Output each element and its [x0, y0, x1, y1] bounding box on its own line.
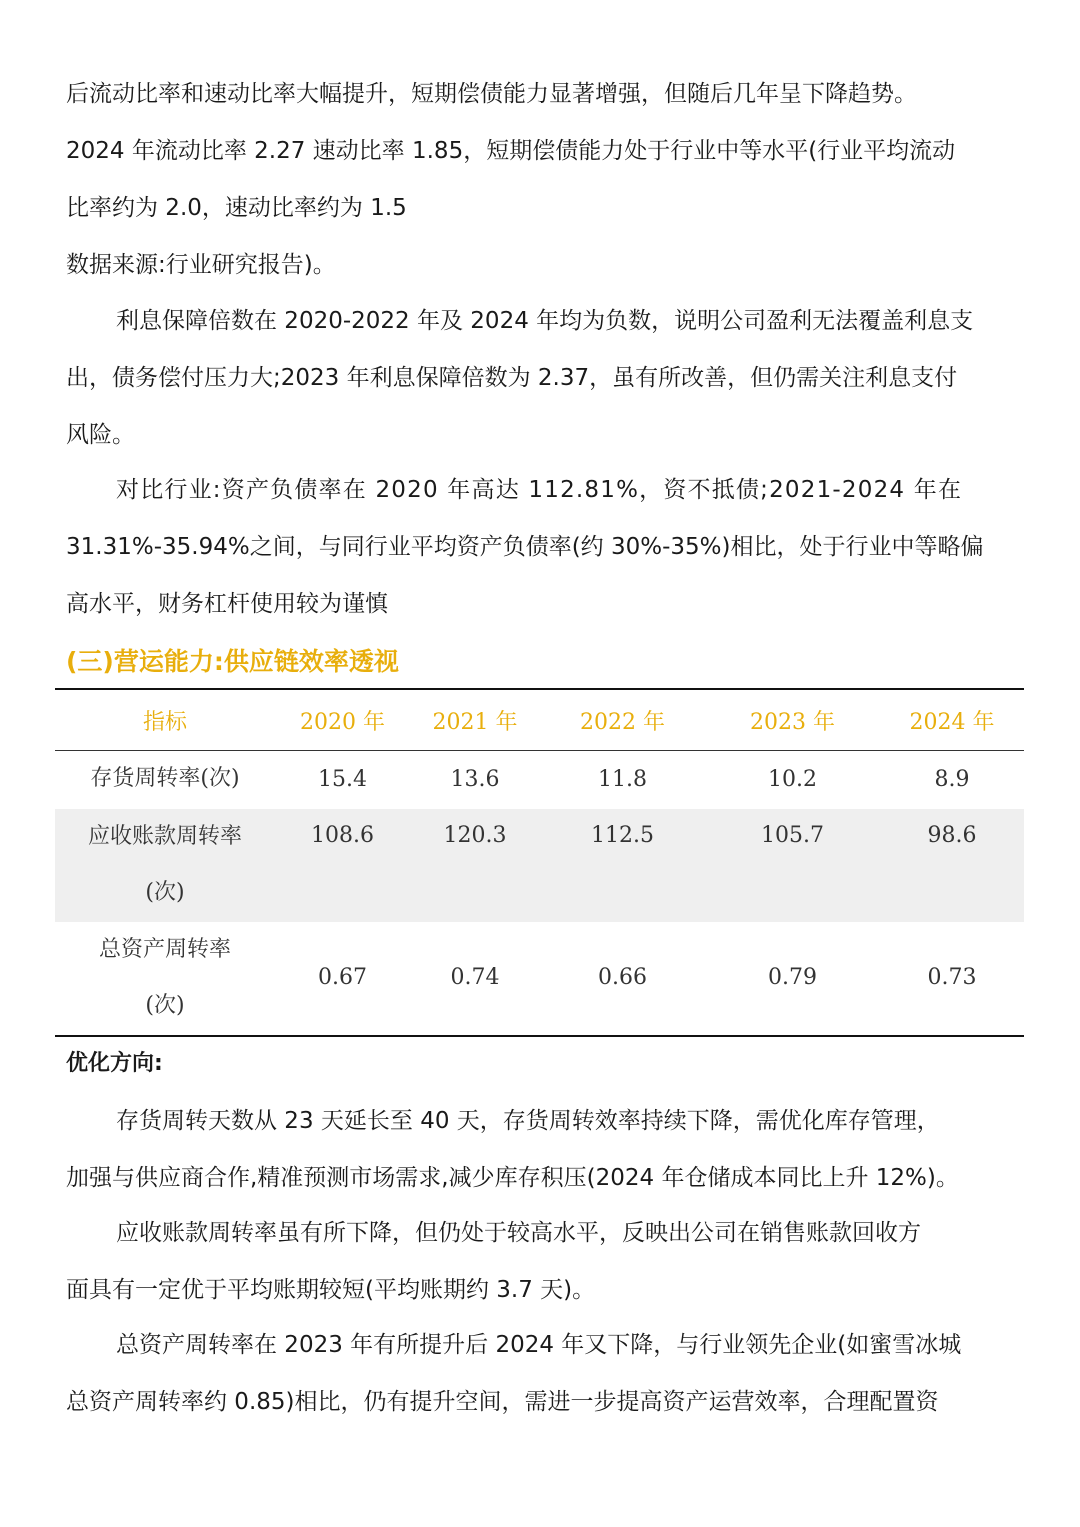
- inventory-paragraph: [66, 1093, 1016, 1207]
- text-line: 存货周转天数从 23 天延长至 40 天，存货周转效率持续下降，需优化库存管理，: [116, 1108, 940, 1134]
- table-cell: 98.6: [880, 809, 1024, 922]
- header-year: 2024 年: [880, 689, 1024, 751]
- row-label-line: 应收账款周转率: [87, 823, 242, 849]
- optimization-heading: 优化方向:: [66, 1051, 163, 1076]
- text-line: 利息保障倍数在 2020-2022 年及 2024 年均为负数，说明公司盈利无法覆盖利息支: [116, 308, 974, 334]
- text-line: 应收账款周转率虽有所下降，但仍处于较高水平，反映出公司在销售账款回收方: [116, 1220, 921, 1246]
- text-line: 加强与供应商合作,精准预测市场需求,减少库存积压(2024 年仓储成本同比上升 12%)。: [66, 1165, 959, 1191]
- text-line: 31.31%-35.94%之间，与同行业平均资产负债率(约 30%-35%)相比，处于行业中等略偏: [66, 534, 984, 560]
- table-cell: 108.6: [275, 809, 410, 922]
- row-label: [55, 922, 275, 1036]
- table-row: [55, 922, 1024, 1036]
- table-cell: 8.9: [934, 766, 970, 792]
- operating-capacity-table: [55, 688, 1024, 1037]
- table-row: [55, 751, 1024, 809]
- text-line: 总资产周转率在 2023 年有所提升后 2024 年又下降，与行业领先企业(如蜜雪冰城: [116, 1332, 962, 1358]
- row-label-line: (次): [145, 879, 185, 905]
- text-line: 2024 年流动比率 2.27 速动比率 1.85，短期偿债能力处于行业中等水平(行业平均流动: [66, 138, 956, 164]
- table-cell: 0.74: [450, 965, 500, 990]
- table-cell: 120.3: [410, 809, 540, 922]
- header-year: 2020 年: [275, 689, 410, 751]
- table-cell: 105.7: [705, 809, 880, 922]
- table-cell: 11.8: [598, 766, 647, 792]
- table-cell: 0.66: [598, 965, 647, 990]
- text-line: 后流动比率和速动比率大幅提升，短期偿债能力显著增强，但随后几年呈下降趋势。: [66, 81, 917, 107]
- row-label-line: (次): [145, 992, 185, 1018]
- text-line: 总资产周转率约 0.85)相比，仍有提升空间，需进一步提高资产运营效率，合理配置资: [66, 1389, 939, 1415]
- section-title: (三)营运能力:供应链效率透视: [66, 647, 399, 676]
- text-line: 对比行业:资产负债率在 2020 年高达 112.81%，资不抵债;2021-2024 年在: [116, 477, 963, 503]
- text-line: 高水平，财务杠杆使用较为谨慎: [66, 591, 388, 617]
- table-header-row: [55, 689, 1024, 751]
- table-row: [55, 809, 1024, 922]
- table-cell: 0.73: [927, 965, 977, 990]
- text-line: 比率约为 2.0，速动比率约为 1.5: [66, 195, 407, 221]
- header-year: 2022 年: [540, 689, 705, 751]
- table-cell: 10.2: [768, 766, 817, 792]
- header-indicator: 指标: [55, 689, 275, 751]
- interest-coverage-paragraph: [66, 293, 1016, 464]
- liquidity-paragraph: [66, 66, 1016, 294]
- table-cell: 15.4: [318, 766, 367, 792]
- row-label-line: 存货周转率(次): [90, 766, 240, 791]
- row-label: [55, 751, 275, 809]
- table-cell: 0.79: [768, 965, 817, 990]
- receivables-paragraph: [66, 1205, 1016, 1319]
- header-year: 2021 年: [410, 689, 540, 751]
- table-cell: 13.6: [450, 766, 500, 792]
- row-label: [55, 809, 275, 922]
- text-line: 风险。: [66, 422, 135, 448]
- table-cell: 0.67: [318, 965, 367, 990]
- text-line: 出，债务偿付压力大;2023 年利息保障倍数为 2.37，虽有所改善，但仍需关注利息支付: [66, 365, 958, 391]
- header-year: 2023 年: [705, 689, 880, 751]
- text-line: 面具有一定优于平均账期较短(平均账期约 3.7 天)。: [66, 1277, 596, 1303]
- industry-comparison-paragraph: [66, 462, 1016, 633]
- table-cell: 112.5: [540, 809, 705, 922]
- row-label-line: 总资产周转率: [98, 936, 231, 962]
- asset-turnover-paragraph: [66, 1317, 1016, 1431]
- text-line: 数据来源:行业研究报告)。: [66, 252, 336, 278]
